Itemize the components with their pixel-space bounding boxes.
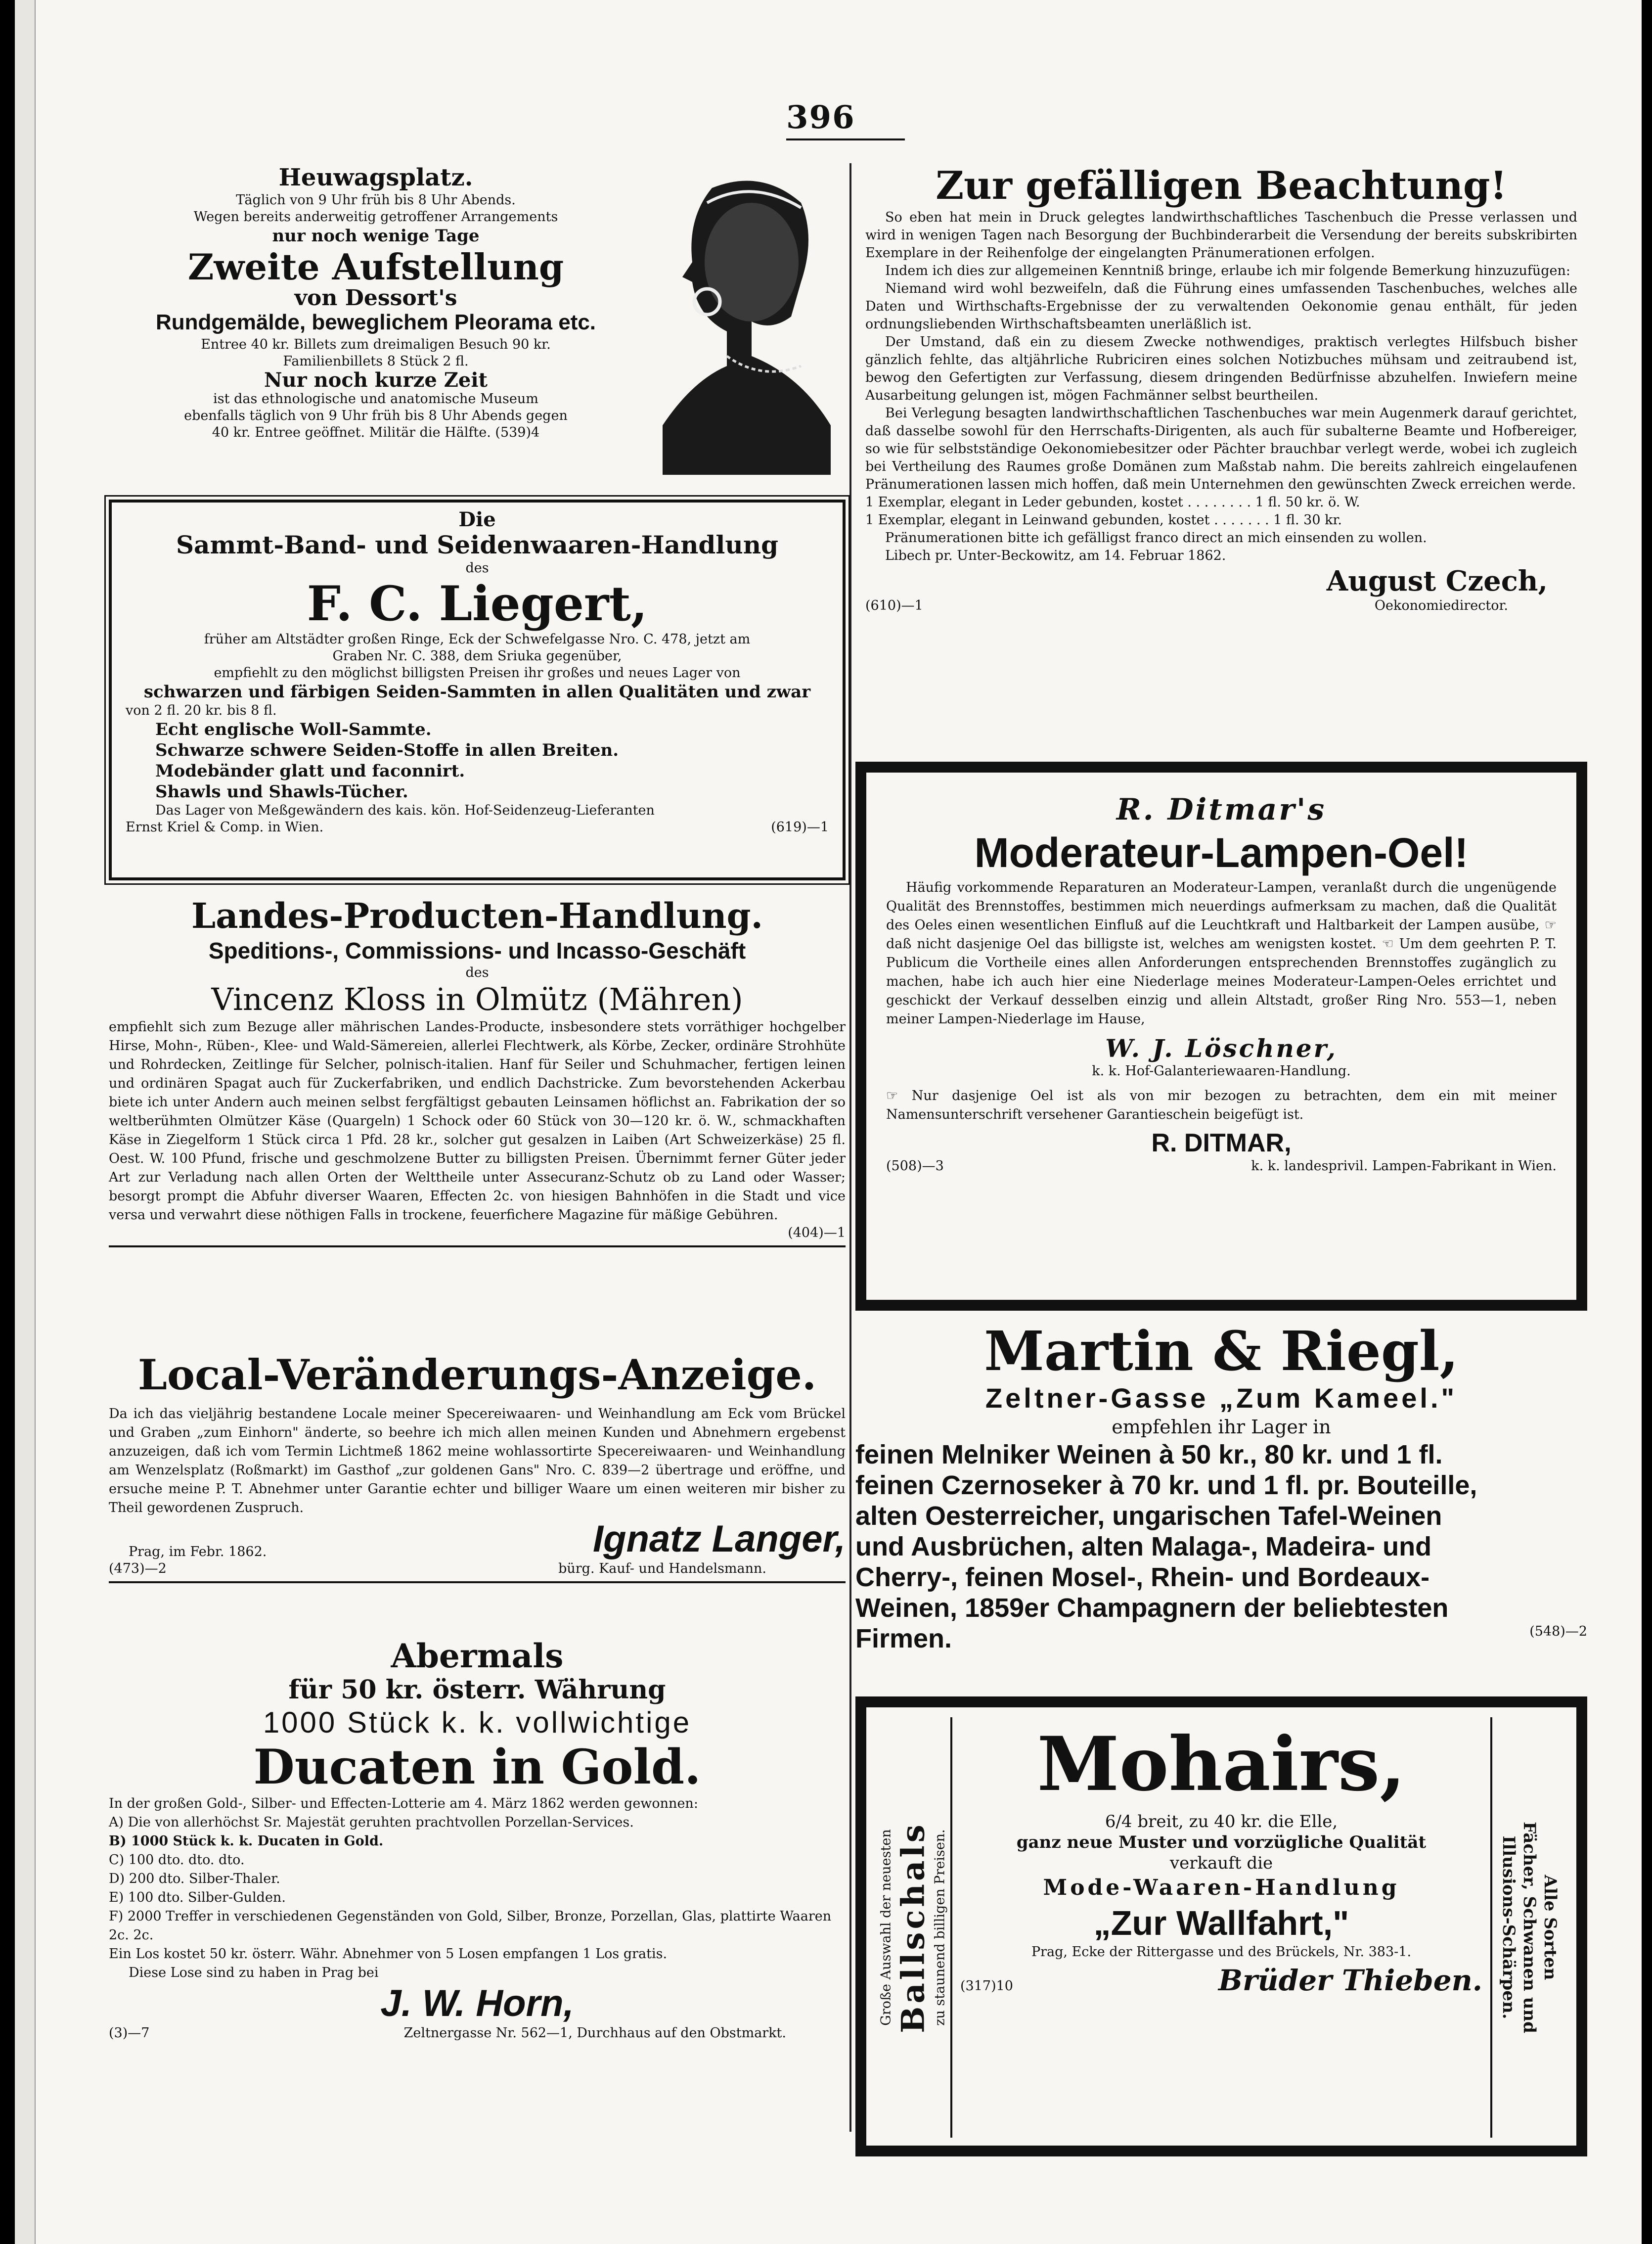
thieben-ref: (317)10: [960, 1978, 1013, 1994]
horn-line1: für 50 kr. österr. Währung: [288, 1675, 666, 1705]
horn-price-line: Ein Los kostet 50 kr. österr. Währ. Abnehmer von 5 Losen empfangen 1 Los gratis.: [109, 1946, 668, 1962]
czech-ref: (610)—1: [865, 598, 923, 613]
czech-body: Bei Verlegung besagten landwirthschaftlichen Taschenbuches war mein Augenmerk darauf gerichtet, daß dasselbe sowohl für den Herrschafts-Dirigenten, als auch für subalterne Beamte und Hofbereiger, so wie für selbstständige Oekonomiebesitzer oder Pächter brauchbar verlegt werde, wobei ich zugleich bei Vertheilung des Raumes große Domänen zum Maßstab nahm. Die bereits zahlreich eingelaufenen Pränumerationen lassen mich hoffen, daß mein Unternehmen den gewünschten Zweck erreichen werde.: [865, 406, 1577, 492]
liegert-ref: (619)—1: [771, 820, 829, 835]
thieben-side-right-text: Illusions-Schärpen.: [1499, 1835, 1518, 2019]
riegl-offer: empfehlen ihr Lager in: [1112, 1416, 1331, 1438]
horn-name: J. W. Horn,: [380, 1982, 574, 2024]
kloss-ref: (404)—1: [788, 1225, 846, 1240]
thieben-side-left-text: zu staunend billigen Preisen.: [932, 1829, 948, 2026]
czech-role: Oekonomiedirector.: [1374, 598, 1508, 613]
horn-sale-line: Diese Lose sind zu haben in Prag bei: [129, 1965, 379, 1980]
ditmar-dealer: W. J. Löschner,: [1105, 1034, 1338, 1063]
thieben-address: Prag, Ecke der Rittergasse und des Brückels, Nr. 383-1.: [1031, 1944, 1412, 1960]
liegert-des: des: [465, 560, 489, 576]
thieben-shop: Mode-Waaren-Handlung: [1043, 1875, 1400, 1900]
horn-prize: C) 100 dto. dto. dto.: [109, 1852, 245, 1868]
ad-riegl: [855, 1321, 1587, 1682]
riegl-line: Weinen, 1859er Champagnern der beliebtesten: [855, 1593, 1449, 1623]
thieben-side-left: [876, 1717, 952, 2138]
czech-body: Niemand wird wohl bezweifeln, daß die Führung eines umfassenden Taschenbuches, welches alle Daten und Wirthschafts-Ergebnisse der zu verwaltenden Oekonomie genau enthält, für jeden ordnungsliebenden Wirthschaftsbeamten unerläßlich ist.: [865, 281, 1577, 332]
column-divider: [849, 163, 851, 2132]
liegert-body: schwarzen und färbigen Seiden-Sammten in allen Qualitäten und zwar: [143, 682, 811, 702]
liegert-item: Echt englische Woll-Sammte.: [155, 720, 432, 739]
thieben-side-right-text: Alle Sorten: [1540, 1875, 1560, 1980]
czech-body: Indem ich dies zur allgemeinen Kenntniß bringe, erlaube ich mir folgende Bemerkung hinzuzufügen:: [885, 263, 1570, 278]
ditmar-dealer-role: k. k. Hof-Galanteriewaaren-Handlung.: [1092, 1063, 1351, 1079]
horn-title: Abermals: [391, 1637, 564, 1675]
ad-kloss: [109, 895, 846, 1340]
liegert-item: Shawls und Shawls-Tücher.: [155, 782, 408, 802]
liegert-body: empfiehlt zu den möglichst billigsten Preisen ihr großes und neues Lager von: [214, 665, 741, 681]
liegert-item: Modebänder glatt und faconnirt.: [155, 761, 465, 781]
thieben-shop-name: „Zur Wallfahrt,": [1093, 1904, 1349, 1942]
liegert-body: früher am Altstädter großen Ringe, Eck der Schwefelgasse Nro. C. 478, jetzt am: [204, 632, 751, 647]
horn-prize: A) Die von allerhöchst Sr. Majestät geruhten prachtvollen Porzellan-Services.: [109, 1815, 634, 1830]
heuwag-line: nur noch wenige Tage: [272, 226, 480, 246]
ad-heuwag: [109, 163, 846, 485]
liegert-name: F. C. Liegert,: [307, 576, 648, 632]
thieben-side-left-text: Ballschals: [894, 1822, 932, 2033]
czech-place-date: Libech pr. Unter-Beckowitz, am 14. Februar 1862.: [885, 548, 1226, 563]
riegl-ref: (548)—2: [1529, 1624, 1587, 1639]
thieben-side-left-text: Große Auswahl der neuesten: [878, 1829, 894, 2026]
czech-body: Der Umstand, daß ein zu diesem Zwecke nothwendiges, praktisch verlegtes Hilfsbuch bisher gänzlich fehlte, das altjährliche Rubriciren eines solchen Notizbuches mühsam und zeitraubend ist, bewog den Gefertigten zur Verfassung, diesem dringenden Bedürfnisse abzuhelfen. Inwiefern meine Ausarbeitung gelungen ist, mögen Fachmänner selbst beurtheilen.: [865, 334, 1577, 403]
thieben-sold: verkauft die: [1169, 1853, 1273, 1873]
riegl-address: Zeltner-Gasse „Zum Kameel.": [985, 1382, 1458, 1414]
kloss-name: Vincenz Kloss in Olmütz (Mähren): [211, 981, 743, 1017]
thieben-title: Mohairs,: [1037, 1721, 1406, 1808]
thieben-name: Brüder Thieben.: [1218, 1964, 1482, 1997]
ditmar-ref: (508)—3: [886, 1158, 944, 1174]
heuwag-subhead: Rundgemälde, beweglichem Pleorama etc.: [155, 310, 596, 334]
horn-intro: In der großen Gold-, Silber- und Effecten-Lotterie am 4. März 1862 werden gewonnen:: [109, 1796, 698, 1811]
langer-title: Local-Veränderungs-Anzeige.: [137, 1350, 817, 1399]
kloss-title: Landes-Producten-Handlung.: [191, 895, 763, 936]
riegl-line: feinen Melniker Weinen à 50 kr., 80 kr. und 1 fl.: [855, 1440, 1443, 1469]
liegert-footer2: Ernst Kriel & Comp. in Wien.: [126, 820, 324, 835]
heuwag-detail: Entree 40 kr. Billets zum dreimaligen Besuch 90 kr.: [201, 337, 551, 352]
portrait-illustration: [653, 168, 841, 475]
horn-prize: D) 200 dto. Silber-Thaler.: [109, 1871, 280, 1886]
horn-ref: (3)—7: [109, 2025, 150, 2041]
divider: [109, 1581, 846, 1583]
czech-name: August Czech,: [1326, 565, 1548, 597]
ad-horn: [109, 1637, 846, 2132]
liegert-body: Graben Nr. C. 388, dem Sriuka gegenüber,: [332, 648, 622, 664]
liegert-footer: Das Lager von Meßgewändern des kais. kön. Hof-Seidenzeug-Lieferanten: [155, 803, 655, 818]
horn-prize: F) 2000 Treffer in verschiedenen Gegenständen von Gold, Silber, Bronze, Porzellan, Glas, plattirte Waaren 2c. 2c.: [109, 1909, 832, 1943]
czech-title: Zur gefälligen Beachtung!: [936, 163, 1507, 208]
page-spine: [15, 0, 36, 2244]
riegl-title: Martin & Riegl,: [984, 1319, 1459, 1383]
langer-ref: (473)—2: [109, 1561, 167, 1576]
kloss-body: empfiehlt sich zum Bezuge aller mährischen Landes-Producte, insbesondere stets vorräthiger hochgelber Hirse, Mohn-, Rüben-, Klee- und Wald-Sämereien, allerlei Flechtwerk, als Körbe, Zecker, ordinäre Strohhüte und Rohrdecken, Zeitlinge für Selcher, polnisch-italien. Hanf für Seiler und Schuhmacher, fertigen leinen und ordinären Spagat auch für Zuckerfabriken, und endlich Dachstricke. Zum bevorstehenden Ackerbau biete ich unter Andern auch meinen selbst fergfältigst gebauten Leinsamen höflichst an. Fabrikation der so weltberühmten Olmützer Käse (Quargeln) 1 Schock oder 60 Stück von 30—120 kr. ö. W., schmackhaften Käse in Ziegelform 1 Stück circa 1 Pfd. 28 kr., solcher gut gesalzen in Laiben (Art Schweizerkäse) 25 fl. Oest. W. 100 Pfund, frische und geschmolzene Butter zu billigsten Preisen. Übernimmt ferner Güter jeder Art zur Verladung nach allen Orten der Welttheile unter Assecuranz-Schutz ob zu Land oder Wasser; besorgt prompt die Abfuhr diverser Waaren, Effecten 2c. von hiesigen Bahnhöfen in die Stadt und vice versa und verwahrt diese nöthigen Falls in trockene, feuerfichere Magazine für mäßige Gebühren.: [109, 1019, 846, 1223]
riegl-line: und Ausbrüchen, alten Malaga-, Madeira- und: [855, 1532, 1432, 1561]
kloss-des: des: [465, 965, 489, 980]
thieben-side-right: [1490, 1717, 1566, 2138]
ditmar-note: ☞ Nur dasjenige Oel ist als von mir bezogen zu betrachten, dem ein mit meiner Namensunterschrift versehener Garantieschein beigefügt ist.: [886, 1088, 1557, 1122]
ditmar-role: k. k. landesprivil. Lampen-Fabrikant in Wien.: [1251, 1158, 1557, 1174]
horn-prize: E) 100 dto. Silber-Gulden.: [109, 1890, 286, 1905]
page-number-rule: [786, 138, 905, 140]
heuwag-headline: Zweite Aufstellung: [187, 246, 564, 288]
horn-prize: B) 1000 Stück k. k. Ducaten in Gold.: [109, 1833, 384, 1849]
heuwag-detail: Familienbillets 8 Stück 2 fl.: [283, 354, 469, 369]
thieben-quality: ganz neue Muster und vorzügliche Qualität: [1016, 1832, 1427, 1852]
thieben-center: [960, 1717, 1482, 1997]
newspaper-page: [15, 0, 1642, 2244]
page-number: 396: [786, 99, 855, 136]
heuwag-title: Heuwagsplatz.: [278, 164, 473, 191]
riegl-line: Cherry-, feinen Mosel-, Rhein- und Bordeaux-: [855, 1562, 1430, 1592]
kloss-subtitle: Speditions-, Commissions- und Incasso-Geschäft: [208, 938, 746, 963]
langer-body: Da ich das vieljährig bestandene Locale meiner Specereiwaaren- und Weinhandlung am Eck vom Brückel und Graben „zum Einhorn" änderte, so beehre ich mich allen meinen Kunden und Abnehmern ergebenst anzuzeigen, daß ich vom Termin Lichtmeß 1862 meine wohlassortirte Specereiwaaren- und Weinhandlung am Wenzelsplatz (Roßmarkt) im Gasthof „zur goldenen Gans" Nro. C. 839—2 übertrage und eröffne, und ersuche meine P. T. Abnehmer unter Garantie echter und billiger Waare um einen weiteren mir bisher zu Theil gewordenen Zuspruch.: [109, 1406, 846, 1515]
ad-liegert: [109, 500, 846, 880]
langer-name: Ignatz Langer,: [593, 1518, 846, 1560]
horn-address: Zeltnergasse Nr. 562—1, Durchhaus auf den Obstmarkt.: [403, 2025, 786, 2041]
liegert-body: von 2 fl. 20 kr. bis 8 fl.: [126, 703, 277, 718]
langer-role: bürg. Kauf- und Handelsmann.: [558, 1561, 766, 1576]
thieben-price: 6/4 breit, zu 40 kr. die Elle,: [1105, 1812, 1338, 1832]
riegl-line: Firmen.: [855, 1624, 952, 1653]
heuwag-by: von Dessort's: [294, 285, 457, 311]
heuwag-line: Täglich von 9 Uhr früh bis 8 Uhr Abends.: [236, 192, 516, 208]
divider: [109, 1245, 846, 1247]
heuwag-detail2: ist das ethnologische und anatomische Museum: [213, 391, 538, 407]
czech-body: So eben hat mein in Druck gelegtes landwirthschaftliches Taschenbuch die Presse verlassen und wird in wenigen Tagen nach Besorgung der Buchbinderarbeit die Versendung der bereits subskribirten Exemplare in der Reihenfolge der eingelangten Pränumerationen erfolgen.: [865, 210, 1577, 261]
liegert-title: Sammt-Band- und Seidenwaaren-Handlung: [176, 530, 779, 559]
heuwag-headline2: Nur noch kurze Zeit: [264, 368, 488, 392]
ad-ditmar: [855, 762, 1587, 1311]
ad-czech: [855, 163, 1587, 747]
ditmar-name: R. DITMAR,: [1151, 1129, 1292, 1157]
langer-place-date: Prag, im Febr. 1862.: [129, 1544, 267, 1559]
liegert-die: Die: [458, 508, 496, 531]
heuwag-line: Wegen bereits anderweitig getroffener Arrangements: [193, 209, 558, 225]
czech-price: 1 Exemplar, elegant in Leinwand gebunden, kostet . . . . . . . 1 fl. 30 kr.: [865, 512, 1342, 528]
ad-langer: [109, 1350, 846, 1627]
czech-note: Pränumerationen bitte ich gefälligst franco direct an mich einsenden zu wollen.: [885, 530, 1427, 546]
ditmar-body: Häufig vorkommende Reparaturen an Moderateur-Lampen, veranlaßt durch die ungenügende Qualität des Brennstoffes, bestimmen mich neuerdings aufmerksam zu machen, daß die Qualität des Oeles einen wesentlichen Einfluß auf die Leuchtkraft und Haltbarkeit der Lampen ausübe, ☞ daß nicht dasjenige Oel das billigste ist, welches am wenigsten kostet. ☜ Um dem geehrten P. T. Publicum die Vortheile eines allen Anforderungen entsprechenden Brennstoffes zugänglich zu machen, habe ich auch hier eine Niederlage meines Moderateur-Lampen-Oeles errichtet und geschickt der Verkauf desselben einzig und allein Altstadt, großer Ring Nro. 553—1, neben meiner Lampen-Niederlage im Hause,: [886, 880, 1557, 1027]
ad-thieben: [855, 1696, 1587, 2156]
riegl-line: alten Oesterreicher, ungarischen Tafel-Weinen: [855, 1501, 1442, 1531]
horn-line2: 1000 Stück k. k. vollwichtige: [263, 1706, 692, 1739]
ditmar-headline: Moderateur-Lampen-Oel!: [974, 829, 1469, 876]
horn-headline: Ducaten in Gold.: [253, 1739, 701, 1795]
heuwag-detail2: 40 kr. Entree geöffnet. Militär die Hälfte. (539)4: [212, 425, 540, 440]
ditmar-title: R. Ditmar's: [1116, 792, 1327, 827]
heuwag-detail2: ebenfalls täglich von 9 Uhr früh bis 8 Uhr Abends gegen: [184, 408, 568, 423]
liegert-item: Schwarze schwere Seiden-Stoffe in allen Breiten.: [155, 740, 619, 760]
riegl-line: feinen Czernoseker à 70 kr. und 1 fl. pr. Bouteille,: [855, 1470, 1477, 1500]
czech-price: 1 Exemplar, elegant in Leder gebunden, kostet . . . . . . . . 1 fl. 50 kr. ö. W.: [865, 495, 1360, 510]
thieben-side-right-text: Fächer, Schwanen und: [1519, 1822, 1539, 2033]
